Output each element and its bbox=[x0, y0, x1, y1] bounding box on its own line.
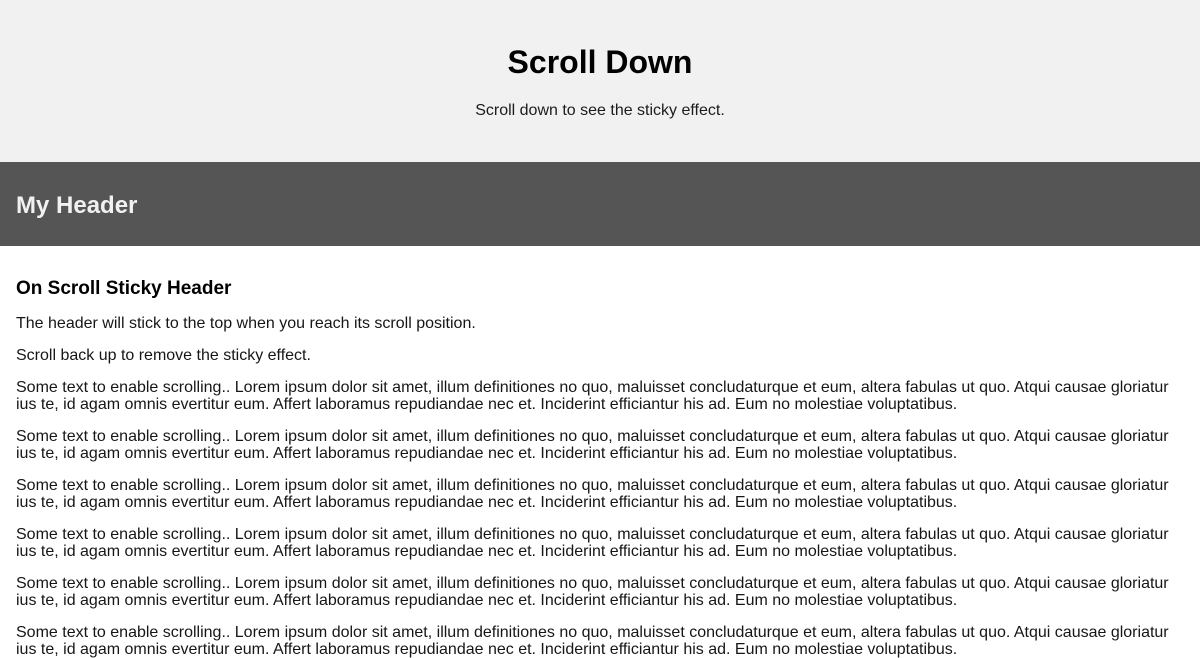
page-title: Scroll Down bbox=[507, 44, 693, 80]
scroll-paragraph: Some text to enable scrolling.. Lorem ipsum dolor sit amet, illum definitiones no quo, maluisset concludaturque et eum, altera fabulas ut quo. Atqui causae gloriatur ius te, id agam omnis evertitur eum. Affert laboramus repudiandae nec et. Inciderint efficiantur his ad. Eum no molestiae voluptatibus. bbox=[16, 624, 1169, 658]
scroll-paragraph: Some text to enable scrolling.. Lorem ipsum dolor sit amet, illum definitiones no quo, maluisset concludaturque et eum, altera fabulas ut quo. Atqui causae gloriatur ius te, id agam omnis evertitur eum. Affert laboramus repudiandae nec et. Inciderint efficiantur his ad. Eum no molestiae voluptatibus. bbox=[16, 477, 1169, 511]
scroll-paragraph: Some text to enable scrolling.. Lorem ipsum dolor sit amet, illum definitiones no quo, maluisset concludaturque et eum, altera fabulas ut quo. Atqui causae gloriatur ius te, id agam omnis evertitur eum. Affert laboramus repudiandae nec et. Inciderint efficiantur his ad. Eum no molestiae voluptatibus. bbox=[16, 428, 1169, 462]
content-area bbox=[0, 246, 1200, 658]
scroll-paragraph: Some text to enable scrolling.. Lorem ipsum dolor sit amet, illum definitiones no quo, maluisset concludaturque et eum, altera fabulas ut quo. Atqui causae gloriatur ius te, id agam omnis evertitur eum. Affert laboramus repudiandae nec et. Inciderint efficiantur his ad. Eum no molestiae voluptatibus. bbox=[16, 526, 1169, 560]
content-description-1: The header will stick to the top when you reach its scroll position. bbox=[16, 315, 476, 332]
scroll-paragraph: Some text to enable scrolling.. Lorem ipsum dolor sit amet, illum definitiones no quo, maluisset concludaturque et eum, altera fabulas ut quo. Atqui causae gloriatur ius te, id agam omnis evertitur eum. Affert laboramus repudiandae nec et. Inciderint efficiantur his ad. Eum no molestiae voluptatibus. bbox=[16, 575, 1169, 609]
scroll-paragraph: Some text to enable scrolling.. Lorem ipsum dolor sit amet, illum definitiones no quo, maluisset concludaturque et eum, altera fabulas ut quo. Atqui causae gloriatur ius te, id agam omnis evertitur eum. Affert laboramus repudiandae nec et. Inciderint efficiantur his ad. Eum no molestiae voluptatibus. bbox=[16, 379, 1169, 413]
intro-banner bbox=[0, 0, 1200, 162]
content-heading: On Scroll Sticky Header bbox=[16, 278, 232, 299]
sticky-header-title: My Header bbox=[16, 192, 138, 219]
intro-subtitle: Scroll down to see the sticky effect. bbox=[475, 101, 725, 119]
sticky-header-bar bbox=[0, 162, 1200, 246]
content-description-2: Scroll back up to remove the sticky effect. bbox=[16, 347, 311, 364]
